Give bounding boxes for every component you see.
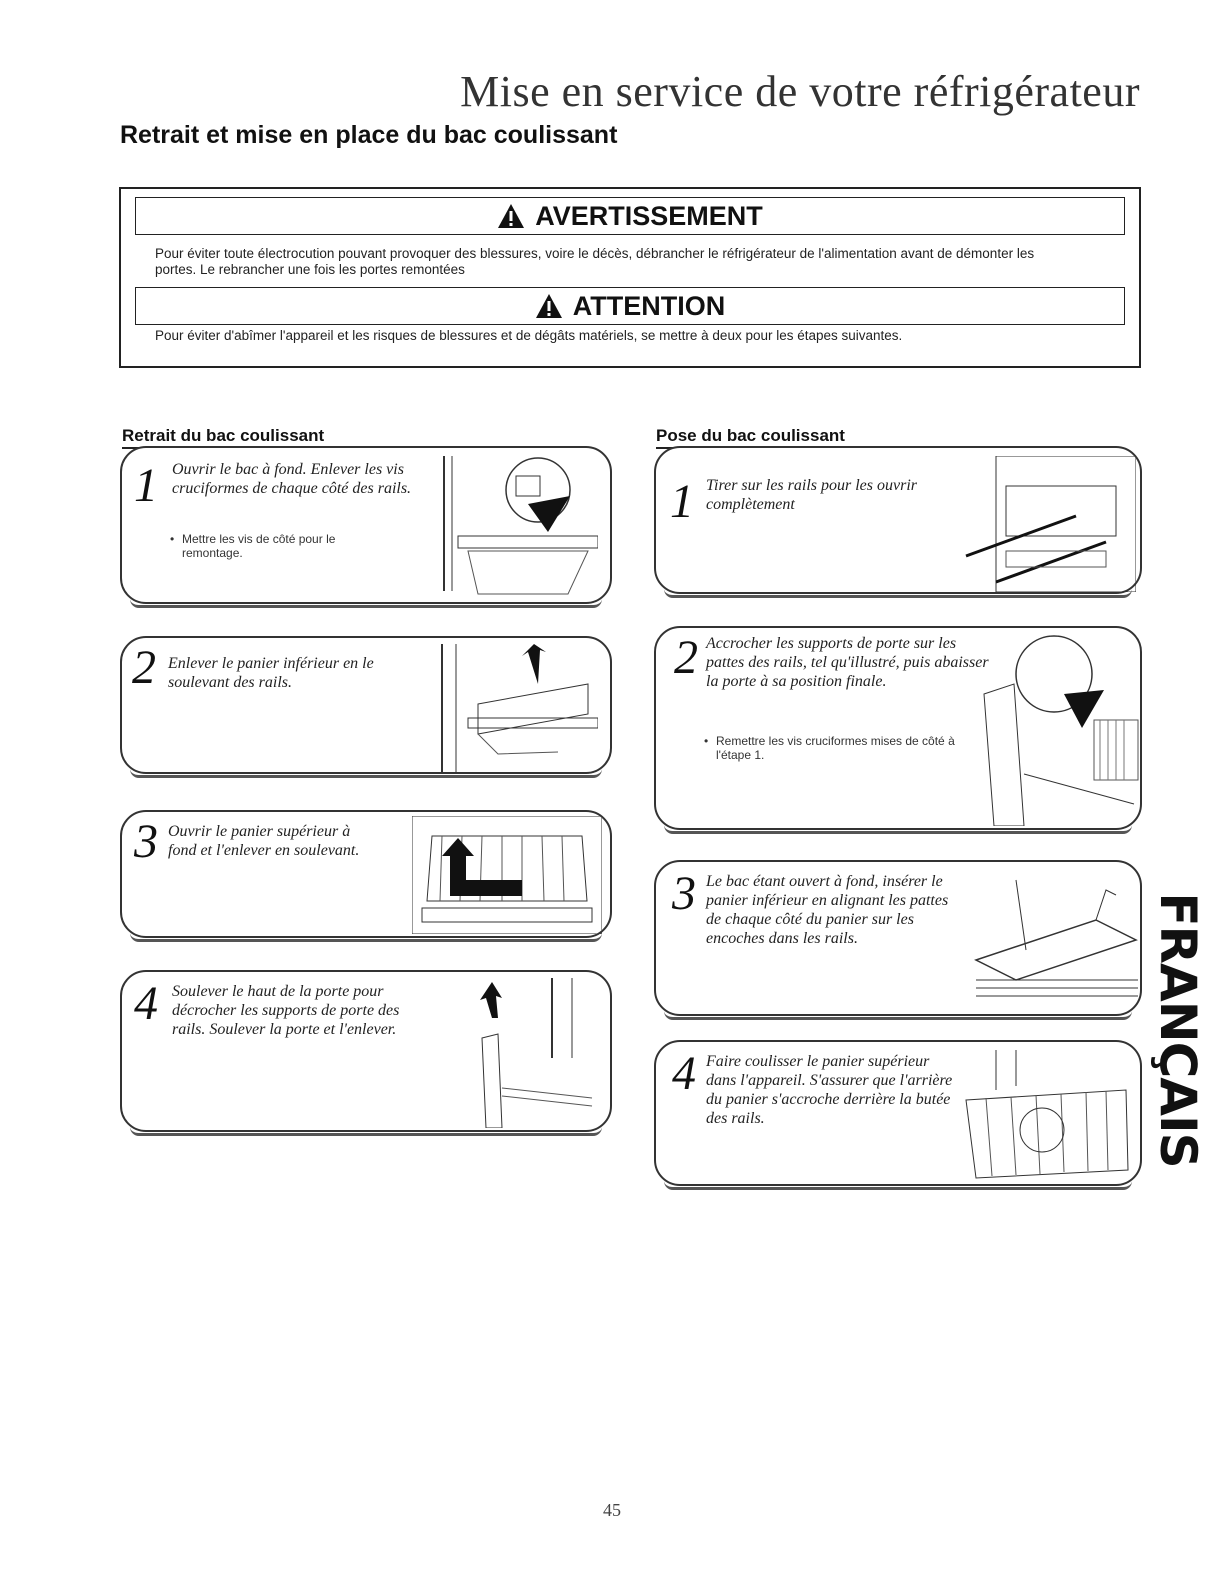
warning-triangle-icon <box>535 293 563 319</box>
attention-banner <box>135 287 1125 325</box>
pose-step-4 <box>654 1040 1142 1186</box>
step-number: 3 <box>134 815 158 868</box>
page-title: Mise en service de votre réfrigérateur <box>460 67 1140 116</box>
step-text: Ouvrir le panier supérieur à fond et l'enlever en soulevant. <box>168 823 360 859</box>
retrait-step-1 <box>120 446 612 604</box>
step-text: Enlever le panier inférieur en le soulevant des rails. <box>168 655 374 691</box>
step-text: Soulever le haut de la porte pour décrocher les supports de porte des rails. Soulever la porte et l'enlever. <box>172 983 400 1038</box>
pose-step-1 <box>654 446 1142 594</box>
language-side-label <box>1148 892 1208 1168</box>
step-number: 4 <box>672 1047 696 1100</box>
attention-label: ATTENTION <box>572 290 726 321</box>
retrait-step-4 <box>120 970 612 1132</box>
avertissement-text: Pour éviter toute électrocution pouvant provoquer des blessures, voire le décès, débrancher le réfrigérateur de l'alimentation avant de démonter les portes. Le rebrancher une fois les portes remontées <box>155 246 1035 277</box>
step-text: Le bac étant ouvert à fond, insérer le panier inférieur en alignant les pattes de chaque côté du panier sur les encoches dans les rails. <box>706 873 949 947</box>
step-text: Ouvrir le bac à fond. Enlever les vis cruciformes de chaque côté des rails. <box>172 461 412 497</box>
step-number: 2 <box>132 641 156 694</box>
upper-basket-install-illustration <box>956 1050 1138 1182</box>
step-number: 1 <box>134 459 158 512</box>
step-number: 3 <box>672 867 696 920</box>
warning-triangle-icon <box>497 203 525 229</box>
avertissement-label: AVERTISSEMENT <box>535 200 763 231</box>
lower-basket-removal-illustration <box>438 644 598 772</box>
retrait-heading: Retrait du bac coulissant <box>122 426 394 449</box>
pose-heading: Pose du bac coulissant <box>656 426 904 449</box>
avertissement-banner <box>135 197 1125 235</box>
step-text: Tirer sur les rails pour les ouvrir complètement <box>706 477 917 513</box>
step-note: • Mettre les vis de côté pour le remontage. <box>170 532 392 560</box>
side-label-text: FRANÇAIS <box>1149 892 1207 1168</box>
attention-text: Pour éviter d'abîmer l'appareil et les risques de blessures et de dégâts matériels, se mettre à deux pour les étapes suivantes. <box>155 328 903 343</box>
pose-step-3 <box>654 860 1142 1016</box>
step-number: 1 <box>670 475 694 528</box>
upper-basket-removal-illustration <box>412 816 602 934</box>
page-number: 45 <box>603 1500 621 1520</box>
step-text: Accrocher les supports de porte sur les pattes des rails, tel qu'illustré, puis abaisser la porte à sa position finale. <box>706 635 989 690</box>
section-subtitle: Retrait et mise en place du bac coulissant <box>120 121 618 149</box>
step-number: 4 <box>134 977 158 1030</box>
step-text: Faire coulisser le panier supérieur dans l'appareil. S'assurer que l'arrière du panier s'accroche derrière la butée des rails. <box>706 1053 953 1127</box>
open-rails-illustration <box>936 456 1136 592</box>
door-removal-illustration <box>462 978 602 1128</box>
retrait-step-2 <box>120 636 612 774</box>
pose-step-2 <box>654 626 1142 830</box>
step-number: 2 <box>674 631 698 684</box>
screw-removal-illustration <box>438 456 598 596</box>
step-note: • Remettre les vis cruciformes mises de côté à l'étape 1. <box>704 734 956 762</box>
retrait-step-3 <box>120 810 612 938</box>
lower-basket-install-illustration <box>966 870 1138 1010</box>
door-install-illustration <box>974 634 1140 826</box>
